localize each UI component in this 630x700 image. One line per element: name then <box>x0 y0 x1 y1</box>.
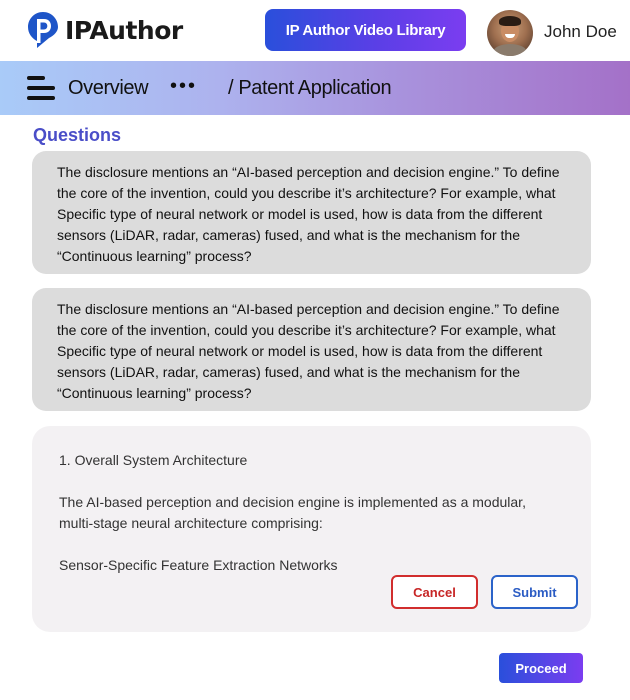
avatar-shirt <box>493 44 527 56</box>
nav-overview-link[interactable]: Overview <box>68 77 149 99</box>
hamburger-menu-icon[interactable] <box>27 75 55 101</box>
answer-subheading: Sensor-Specific Feature Extraction Networks <box>59 557 338 573</box>
nav-bar <box>0 61 630 115</box>
answer-text[interactable] <box>59 450 559 597</box>
submit-button[interactable]: Submit <box>491 575 578 609</box>
user-name[interactable]: John Doe <box>544 22 617 41</box>
question-text: The disclosure mentions an “AI-based perception and decision engine.” To define the core of the invention, could you describe it’s architecture? For example, what Specific type of neural network or model is used, how is data from the different sensors (LiDAR, radar, cameras) fused, and what is the mechanism for the “Continuous learning” process? <box>57 301 560 401</box>
avatar[interactable] <box>487 10 533 56</box>
logo-text: IPAuthor <box>65 15 183 45</box>
breadcrumb: / Patent Application <box>228 77 392 99</box>
questions-title: Questions <box>33 125 122 145</box>
logo[interactable] <box>27 11 183 49</box>
question-card[interactable] <box>32 151 591 274</box>
proceed-button[interactable]: Proceed <box>499 653 583 683</box>
logo-icon <box>27 11 59 49</box>
avatar-hair <box>499 16 521 26</box>
answer-paragraph: The AI-based perception and decision engine is implemented as a modular, multi-stage neural architecture comprising: <box>59 494 526 531</box>
question-text: The disclosure mentions an “AI-based perception and decision engine.” To define the core of the invention, could you describe it’s architecture? For example, what Specific type of neural network or model is used, how is data from the different sensors (LiDAR, radar, cameras) fused, and what is the mechanism for the “Continuous learning” process? <box>57 164 560 264</box>
cancel-button[interactable]: Cancel <box>391 575 478 609</box>
top-bar <box>0 0 630 61</box>
answer-editor[interactable] <box>32 426 591 632</box>
answer-heading: 1. Overall System Architecture <box>59 452 248 468</box>
question-card[interactable] <box>32 288 591 411</box>
more-options-icon[interactable]: ••• <box>170 75 198 97</box>
video-library-button[interactable]: IP Author Video Library <box>265 9 466 51</box>
